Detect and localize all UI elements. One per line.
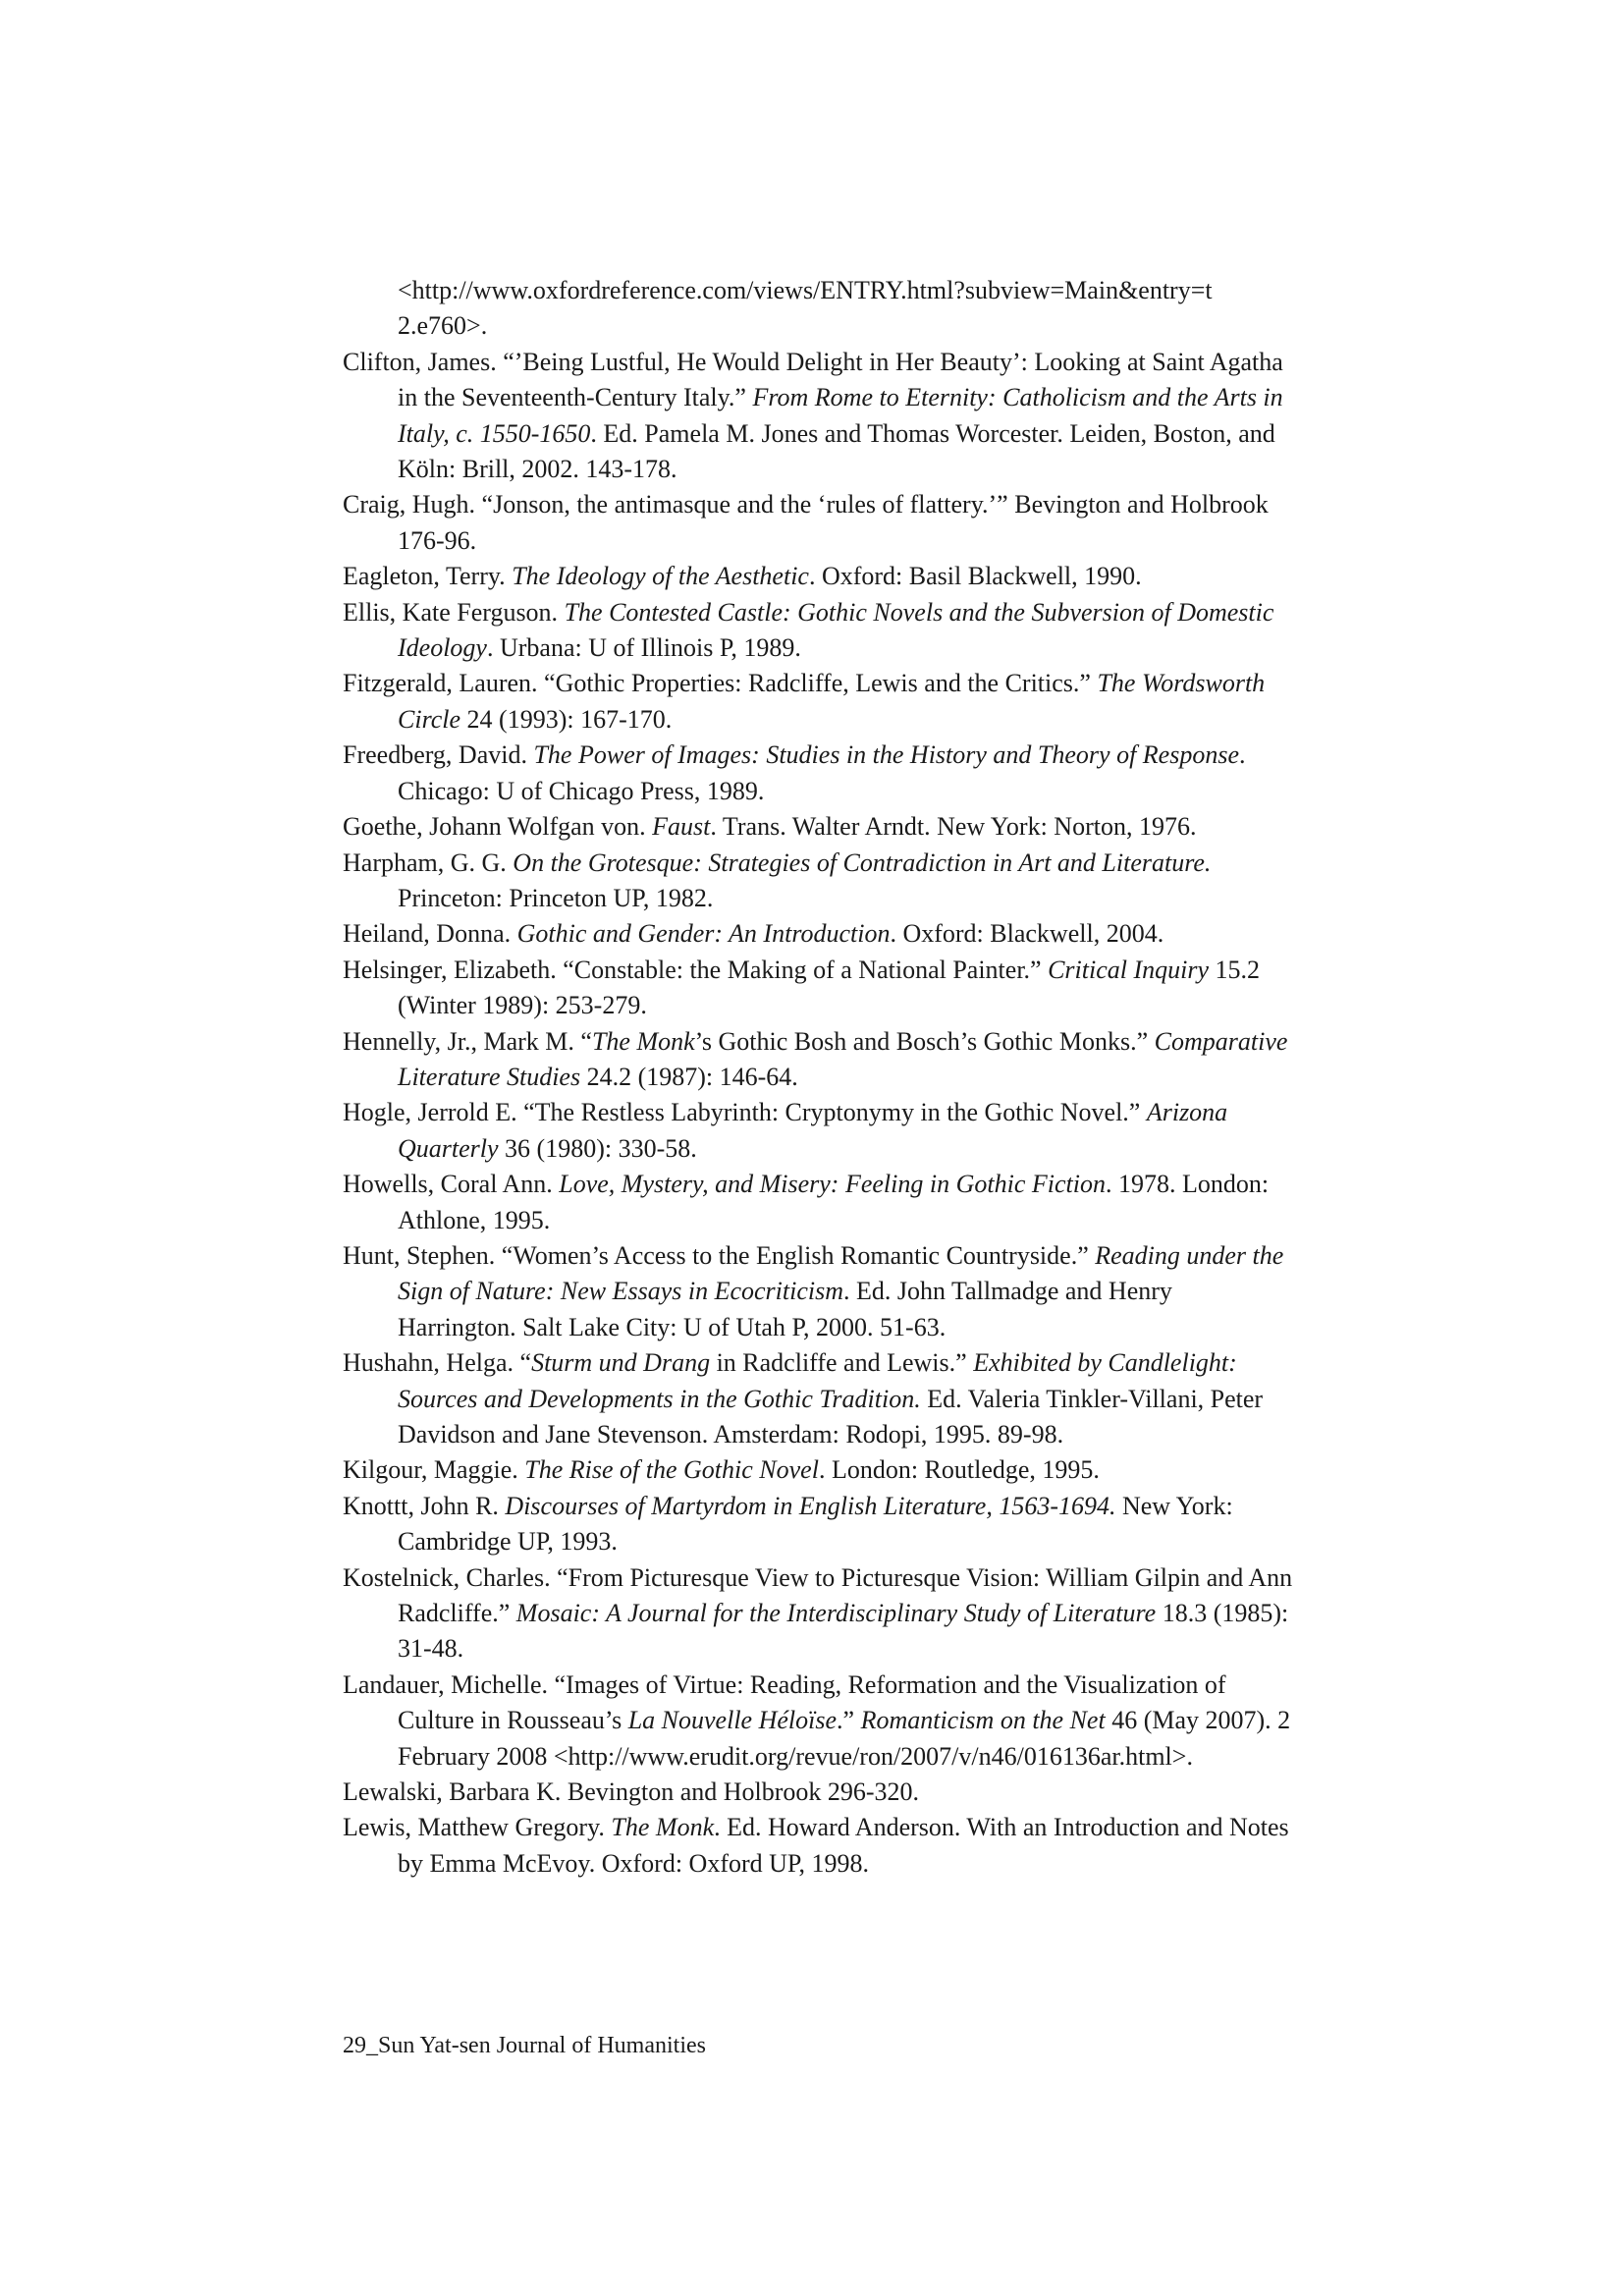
entry-title-italic: The Monk [591,1026,695,1056]
entry-title-italic: The Wordsworth Circle [398,669,1266,734]
entry-text: ’s Gothic Bosh and Bosch’s Gothic Monks.” [694,1026,1155,1056]
bibliography-entry-continuation [343,273,1295,345]
entry-text: .” [837,1706,861,1735]
entry-text: Helsinger, Elizabeth. “Constable: the Making of a National Painter.” [343,955,1049,984]
bibliography-entry [343,916,1295,952]
entry-text: Kostelnick, Charles. “From Picturesque View to Picturesque Vision: William Gilpin and Ann Radcliffe.” [343,1562,1293,1628]
bibliography-entry [343,1452,1295,1488]
entry-title-italic: The Power of Images: Studies in the History and Theory of Response [533,740,1239,770]
bibliography-entry [343,487,1295,559]
entry-text: in Radcliffe and Lewis.” [710,1348,974,1378]
entry-text: . Ed. John Tallmadge and Henry Harrington. Salt Lake City: U of Utah P, 2000. 51-63. [398,1277,1172,1341]
bibliography-entry [343,1810,1295,1882]
entry-text: Hushahn, Helga. “ [343,1348,532,1378]
bibliography-entry [343,1167,1295,1238]
entry-title-italic: Discourses of Martyrdom in English Literature, 1563-1694. [505,1491,1116,1520]
entry-text: Eagleton, Terry. [343,562,513,591]
entry-text: Ellis, Kate Ferguson. [343,597,565,627]
entry-title-italic: Faust [652,812,711,842]
entry-title-italic: Exhibited by Candlelight: Sources and Developments in the Gothic Tradition. [398,1348,1237,1413]
bibliography-entry [343,1489,1295,1560]
entry-text: . 1978. London: Athlone, 1995. [398,1170,1270,1234]
entry-text: Heiland, Donna. [343,919,517,949]
entry-text: 24 (1993): 167-170. [460,704,673,734]
entry-text: . Oxford: Blackwell, 2004. [890,919,1164,949]
entry-text: Princeton: Princeton UP, 1982. [398,883,714,912]
entry-text: Howells, Coral Ann. [343,1170,560,1199]
entry-text: . Oxford: Basil Blackwell, 1990. [808,562,1142,591]
entry-title-italic: Comparative Literature Studies [398,1026,1288,1091]
entry-title-italic: From Rome to Eternity: Catholicism and the Arts in Italy, c. 1550-1650 [398,383,1283,448]
entry-text: Fitzgerald, Lauren. “Gothic Properties: Radcliffe, Lewis and the Critics.” [343,669,1098,698]
entry-text: Clifton, James. “’Being Lustful, He Would Delight in Her Beauty’: Looking at Saint Agatha in the Seventeenth-Century Italy.” [343,347,1283,412]
entry-text: . Urbana: U of Illinois P, 1989. [486,633,801,663]
entry-title-italic: The Monk [611,1813,715,1842]
bibliography-entry [343,1095,1295,1167]
bibliography-entry [343,1667,1295,1775]
entry-title-italic: Gothic and Gender: An Introduction [516,919,891,949]
entry-text: . Chicago: U of Chicago Press, 1989. [398,740,1246,805]
entry-text: Hunt, Stephen. “Women’s Access to the English Romantic Countryside.” [343,1240,1096,1270]
entry-title-italic: The Ideology of the Aesthetic [512,562,809,591]
page-number-journal-title: 29_Sun Yat-sen Journal of Humanities [343,2033,706,2058]
bibliography-list [343,273,1295,1882]
bibliography-entry [343,1238,1295,1345]
entry-title-italic: Sturm und Drang [531,1348,711,1378]
bibliography-entry [343,1560,1295,1667]
entry-text: Lewis, Matthew Gregory. [343,1813,612,1842]
entry-text: Hennelly, Jr., Mark M. “ [343,1026,592,1056]
entry-text: <http://www.oxfordreference.com/views/ENTRY.html?subview=Main&entry=t [398,276,1213,304]
bibliography-entry [343,953,1295,1024]
entry-text: New York: Cambridge UP, 1993. [398,1491,1233,1557]
entry-text: Knottt, John R. [343,1491,506,1520]
entry-text: . Ed. Howard Anderson. With an Introduction and Notes by Emma McEvoy. Oxford: Oxford UP, 1998. [398,1813,1289,1878]
entry-title-italic: La Nouvelle Héloïse [627,1706,838,1735]
entry-text: Craig, Hugh. “Jonson, the antimasque and the ‘rules of flattery.’” Bevington and Holbrook 176-96. [343,490,1269,555]
bibliography-entry [343,1345,1295,1452]
entry-text: Ed. Valeria Tinkler-Villani, Peter Davidson and Jane Stevenson. Amsterdam: Rodopi, 1995. 89-98. [398,1384,1264,1449]
entry-text: . Ed. Pamela M. Jones and Thomas Worcester. Leiden, Boston, and Köln: Brill, 2002. 143-178. [398,418,1275,484]
bibliography-entry [343,345,1295,488]
entry-title-italic: The Contested Castle: Gothic Novels and the Subversion of Domestic Ideology [398,597,1274,663]
bibliography-entry [343,738,1295,809]
entry-title-italic: Mosaic: A Journal for the Interdisciplinary Study of Literature [515,1599,1157,1628]
entry-text: Freedberg, David. [343,740,534,770]
bibliography-entry [343,1024,1295,1096]
entry-title-italic: The Rise of the Gothic Novel [524,1455,819,1485]
bibliography-entry [343,1775,1295,1810]
bibliography-entry [343,595,1295,667]
entry-text: Harpham, G. G. [343,847,514,877]
entry-text: 36 (1980): 330-58. [498,1133,697,1163]
entry-text: 46 (May 2007). 2 February 2008 <http://www.erudit.org/revue/ron/2007/v/n46/016136ar.html>. [398,1706,1291,1771]
entry-text: . Trans. Walter Arndt. New York: Norton, 1976. [710,812,1197,842]
bibliography-entry [343,666,1295,738]
entry-text: 18.3 (1985): 31-48. [398,1599,1289,1664]
entry-text: Goethe, Johann Wolfgan von. [343,812,653,842]
entry-text: . London: Routledge, 1995. [818,1455,1100,1485]
entry-title-italic: Love, Mystery, and Misery: Feeling in Gothic Fiction [559,1170,1106,1199]
entry-title-italic: Reading under the Sign of Nature: New Essays in Ecocriticism [398,1240,1284,1306]
entry-text: Hogle, Jerrold E. “The Restless Labyrinth: Cryptonymy in the Gothic Novel.” [343,1098,1147,1127]
entry-title-italic: On the Grotesque: Strategies of Contradiction in Art and Literature. [513,847,1212,877]
bibliography-entry [343,846,1295,917]
entry-text: Lewalski, Barbara K. Bevington and Holbrook 296-320. [343,1777,920,1807]
entry-text: 15.2 (Winter 1989): 253-279. [398,955,1261,1020]
entry-title-italic: Critical Inquiry [1048,955,1210,984]
entry-text: Kilgour, Maggie. [343,1455,525,1485]
entry-text: Landauer, Michelle. “Images of Virtue: Reading, Reformation and the Visualization of Culture in Rousseau’s [343,1669,1226,1735]
page-footer [343,2031,706,2060]
entry-text: 2.e760>. [398,311,488,341]
bibliography-entry [343,809,1295,845]
entry-title-italic: Romanticism on the Net [860,1706,1106,1735]
entry-text: 24.2 (1987): 146-64. [580,1062,798,1091]
entry-title-italic: Arizona Quarterly [398,1098,1228,1163]
bibliography-entry [343,559,1295,594]
